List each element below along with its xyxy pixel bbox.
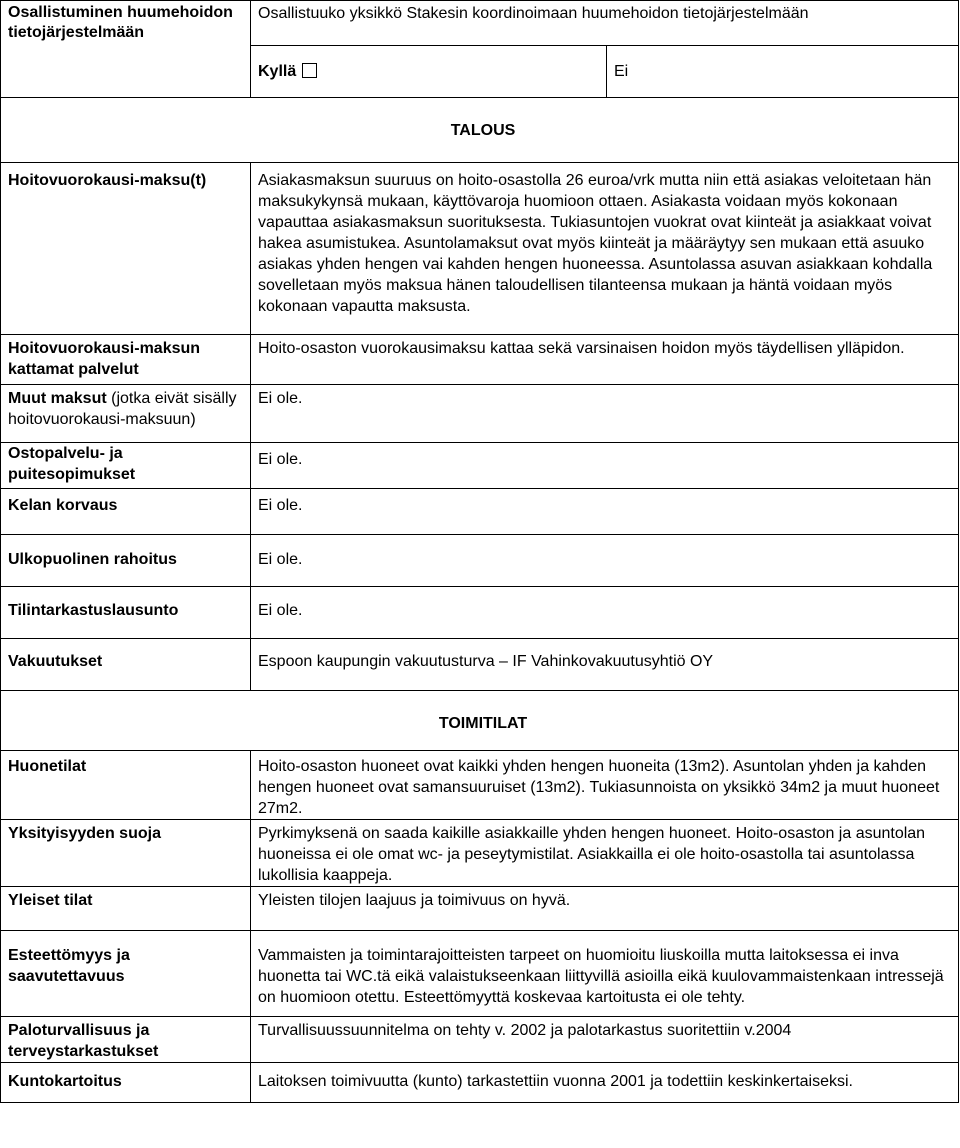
label-tilintarkastus: Tilintarkastuslausunto — [1, 587, 251, 639]
label-muut-maksut — [1, 385, 251, 443]
value-muut-maksut: Ei ole. — [251, 385, 959, 443]
label-esteettomyys: Esteettömyys ja saavutettavuus — [1, 931, 251, 1017]
label-yleiset-tilat: Yleiset tilat — [1, 887, 251, 931]
value-vakuutukset: Espoon kaupungin vakuutusturva – IF Vahinkovakuutusyhtiö OY — [251, 639, 959, 691]
label-kattamat-palvelut: Hoitovuorokausi-maksun kattamat palvelut — [1, 335, 251, 385]
section-heading-toimitilat: TOIMITILAT — [1, 691, 959, 751]
label-muut-maksut-rest: (jotka eivät sisälly hoitovuorokausi-maksuun) — [8, 390, 237, 428]
label-yksityisyys: Yksityisyyden suoja — [1, 820, 251, 887]
value-ostopalvelu: Ei ole. — [251, 443, 959, 489]
value-paloturvallisuus: Turvallisuussuunnitelma on tehty v. 2002 ja palotarkastus suoritettiin v.2004 — [251, 1017, 959, 1063]
label-ostopalvelu: Ostopalvelu- ja puitesopimukset — [1, 443, 251, 489]
label-ulkopuolinen-rahoitus: Ulkopuolinen rahoitus — [1, 535, 251, 587]
label-kelan-korvaus: Kelan korvaus — [1, 489, 251, 535]
section-heading-talous: TALOUS — [1, 98, 959, 163]
value-yleiset-tilat: Yleisten tilojen laajuus ja toimivuus on hyvä. — [251, 887, 959, 931]
label-kuntokartoitus: Kuntokartoitus — [1, 1063, 251, 1103]
value-kuntokartoitus: Laitoksen toimivuutta (kunto) tarkastettiin vuonna 2001 ja todettiin keskinkertaiseksi. — [251, 1063, 959, 1103]
label-paloturvallisuus: Paloturvallisuus ja terveystarkastukset — [1, 1017, 251, 1063]
value-kelan-korvaus: Ei ole. — [251, 489, 959, 535]
value-yksityisyys: Pyrkimyksenä on saada kaikille asiakkaille yhden hengen huoneet. Hoito-osaston ja asuntolan huoneissa ei ole omat wc- ja peseytymistilat. Asiakkailla ei ole hoito-osastolla tai asuntolassa lukollisia kaappeja. — [251, 820, 959, 887]
value-hoitovuorokausimaksu: Asiakasmaksun suuruus on hoito-osastolla 26 euroa/vrk mutta niin että asiakas veloitetaan hän maksukykynsä mukaan, käyttövaroja huomioon ottaen. Asiakasta voidaan myös kokonaan vapauttaa asiakasmaksun suorituksesta. Tukiasuntojen vuokrat ovat kiinteät ja asiakkaat voivat hakea asumistukea. Asuntolamaksut ovat myös kiinteät ja määräytyy sen mukaan että asuuko asiakas yhden hengen vai kahden hengen huoneessa. Asuntolassa asuvan asiakkaan kohdalla sovelletaan myös maksua hänen taloudellisen tilanteensa mukaan ja häntä voidaan myös kokonaan vapautta maksusta. — [251, 163, 959, 335]
label-huonetilat: Huonetilat — [1, 751, 251, 820]
no-label: Ei — [614, 63, 629, 80]
value-esteettomyys: Vammaisten ja toimintarajoitteisten tarpeet on huomioitu liuskoilla mutta laitoksessa ei inva huonetta tai WC.tä eikä valaistukseenkaan liittyvillä asioilla eikä kuulovammaistenkaan intressejä on huomioon otettu. Esteettömyyttä koskevaa kartoitusta ei ole tehty. — [251, 931, 959, 1017]
no-option — [607, 46, 959, 98]
yes-option — [251, 46, 607, 98]
participation-label: Osallistuminen huumehoidon tietojärjestelmään — [1, 1, 251, 98]
label-vakuutukset: Vakuutukset — [1, 639, 251, 691]
value-kattamat-palvelut: Hoito-osaston vuorokausimaksu kattaa sekä varsinaisen hoidon myös täydellisen ylläpidon. — [251, 335, 959, 385]
yes-checkbox[interactable] — [302, 63, 317, 78]
label-muut-maksut-bold: Muut maksut — [8, 390, 107, 407]
value-tilintarkastus: Ei ole. — [251, 587, 959, 639]
value-ulkopuolinen-rahoitus: Ei ole. — [251, 535, 959, 587]
yes-label: Kyllä — [258, 63, 297, 80]
value-huonetilat: Hoito-osaston huoneet ovat kaikki yhden hengen huoneita (13m2). Asuntolan yhden ja kahden hengen huoneet ovat samansuuruiset (13m2). Tukiasunnoista on yksikkö 34m2 ja muut huoneet 27m2. — [251, 751, 959, 820]
participation-question: Osallistuuko yksikkö Stakesin koordinoimaan huumehoidon tietojärjestelmään — [251, 1, 959, 46]
label-hoitovuorokausimaksu: Hoitovuorokausi-maksu(t) — [1, 163, 251, 335]
